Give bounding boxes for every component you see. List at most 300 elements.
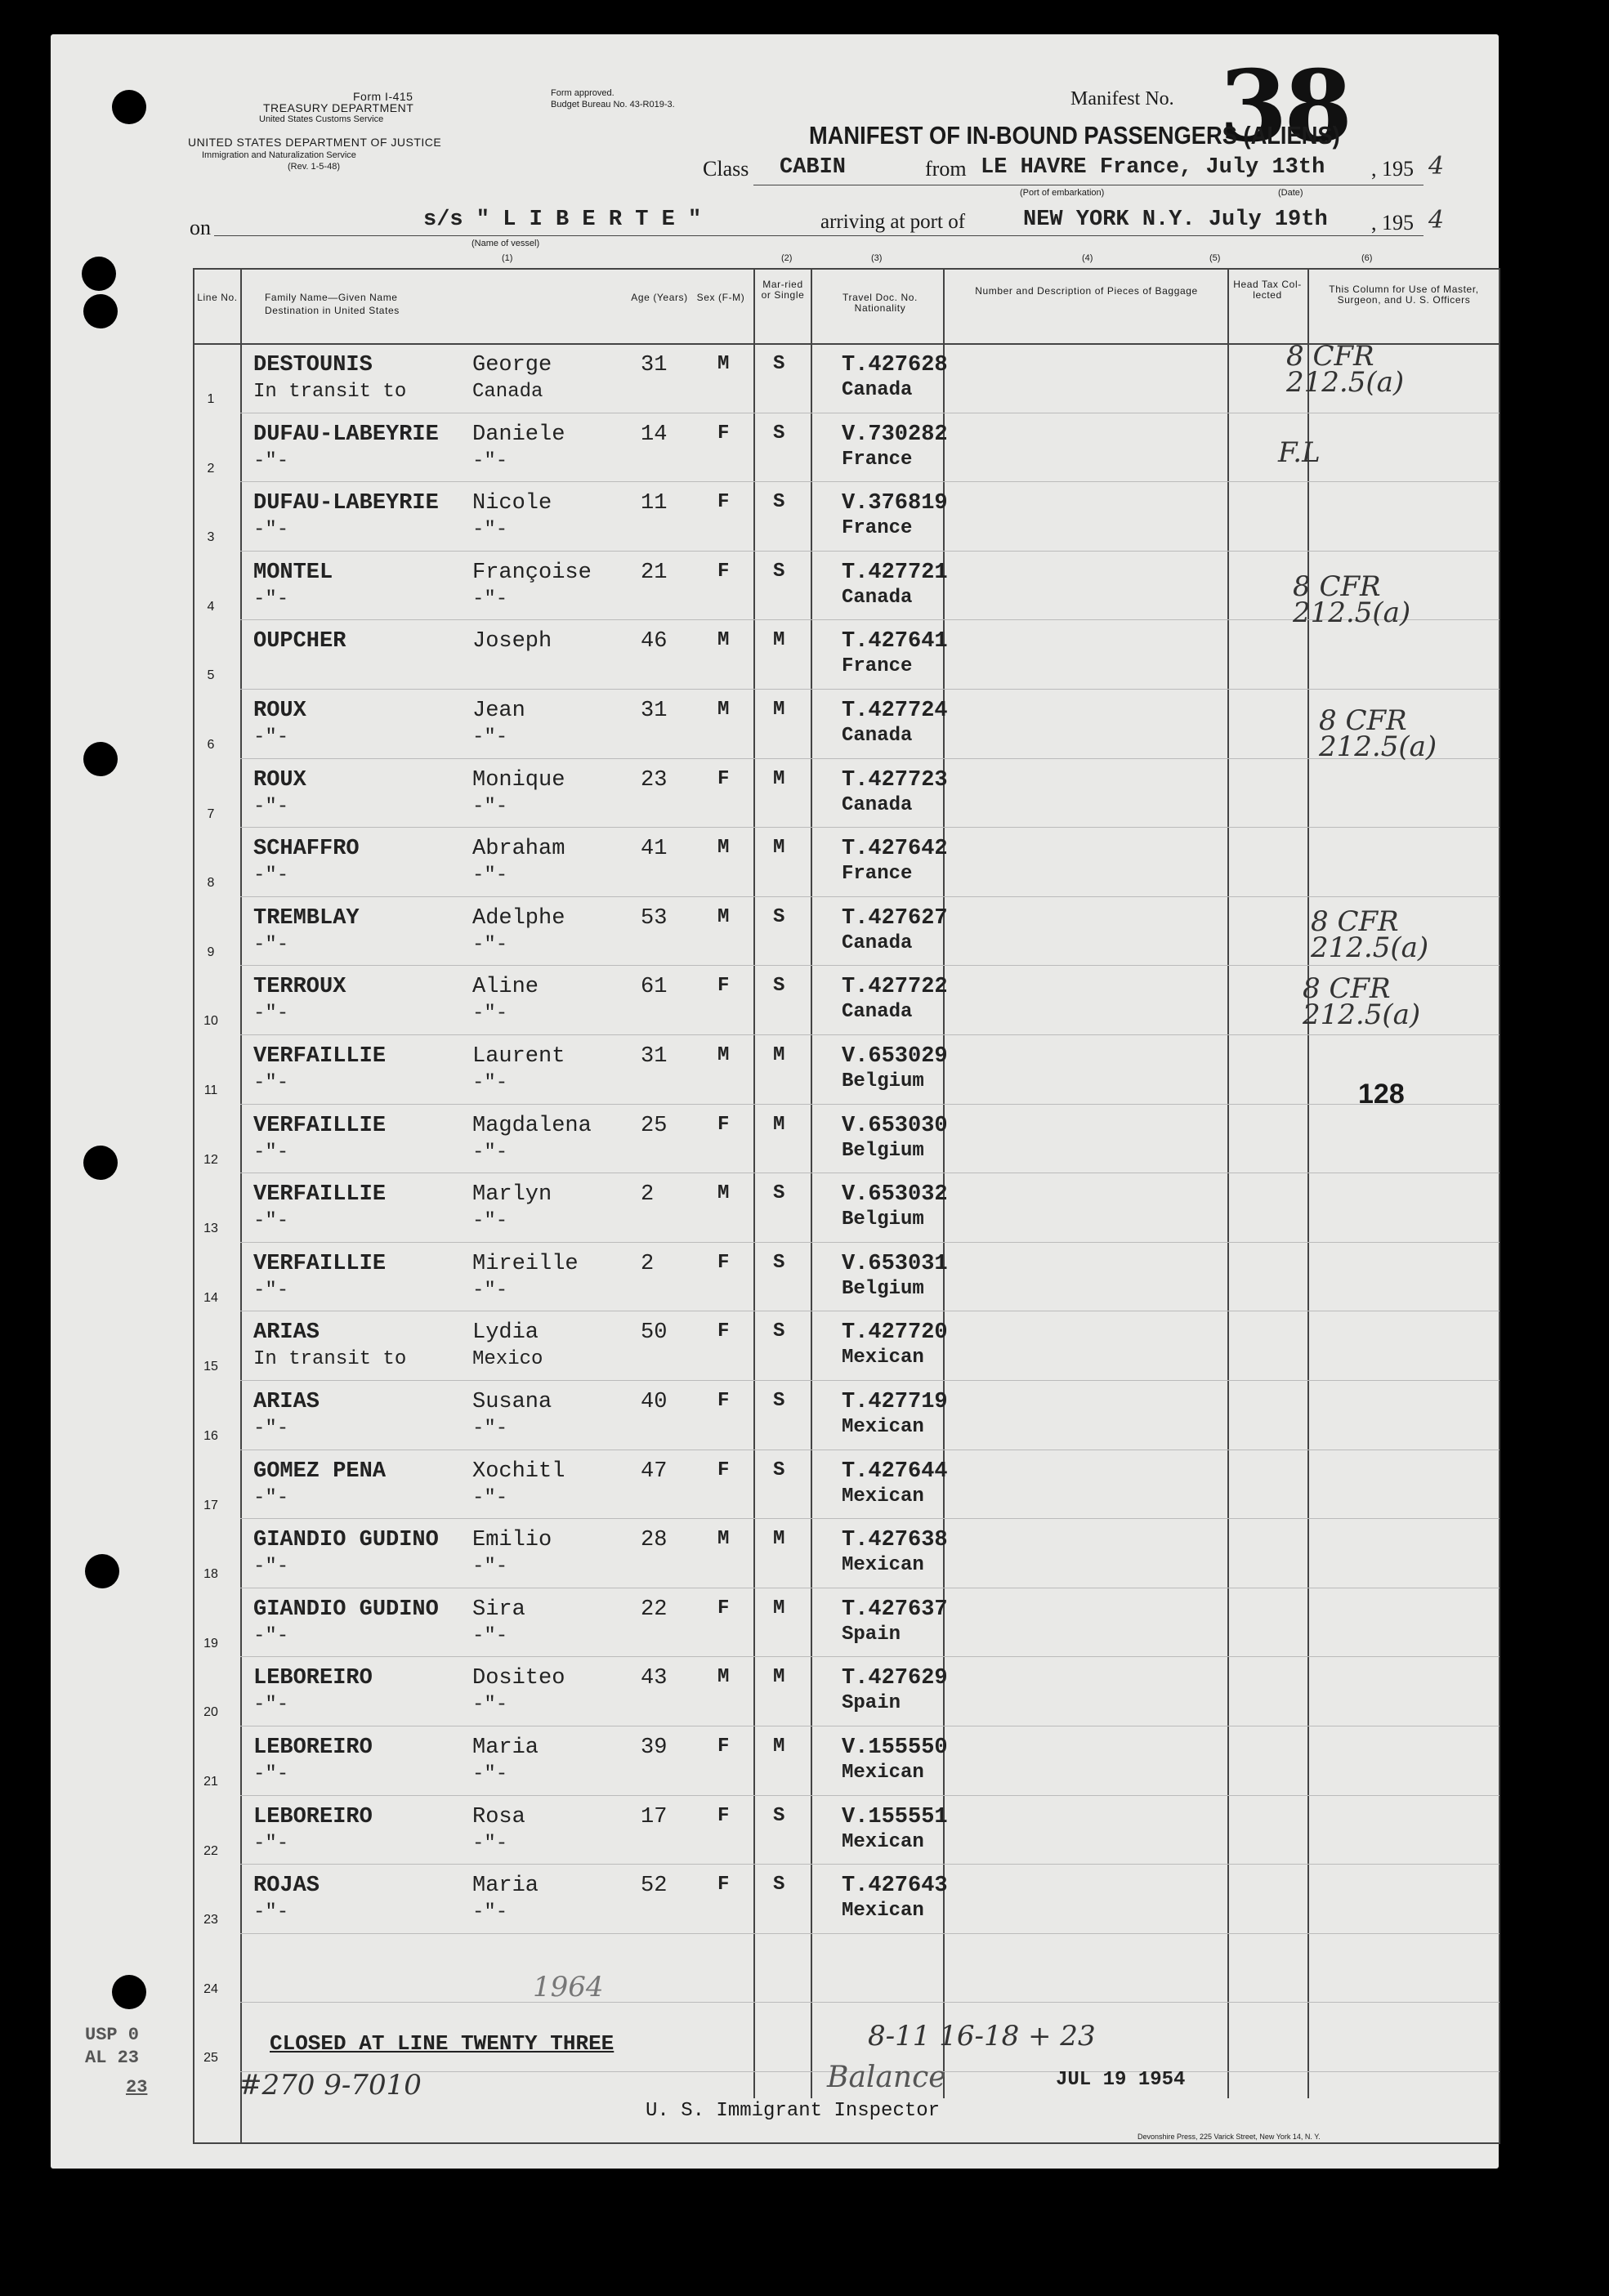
- destination-country: -"-: [472, 449, 508, 472]
- hand-total: 8-11 16-18 + 23: [868, 2020, 1096, 2053]
- customs-service: United States Customs Service: [259, 114, 384, 124]
- destination: -"-: [253, 1832, 289, 1855]
- arriving-port: NEW YORK N.Y. July 19th: [1023, 208, 1328, 232]
- printer-credit: Devonshire Press, 225 Varick Street, New York 14, N. Y.: [1137, 2133, 1321, 2141]
- destination-country: -"-: [472, 1072, 508, 1094]
- marital-status: M: [773, 1735, 785, 1758]
- age: 31: [641, 699, 668, 723]
- left-stamp-3: 23: [126, 2077, 148, 2097]
- nationality: Mexican: [842, 1554, 924, 1577]
- travel-doc-number: T.427720: [842, 1320, 948, 1346]
- annotation-line: 8 CFR: [1319, 704, 1407, 737]
- nationality: Canada: [842, 586, 913, 609]
- annotation-row-2: F.L: [1278, 436, 1321, 469]
- destination-country: -"-: [472, 933, 508, 956]
- age: 40: [641, 1390, 668, 1414]
- col-header-travel-doc: Travel Doc. No. Nationality: [842, 292, 918, 314]
- destination: -"-: [253, 1624, 289, 1647]
- sex: F: [717, 1458, 730, 1481]
- destination-country: -"-: [472, 1624, 508, 1647]
- balance-note: Balance: [827, 2061, 946, 2094]
- given-name: Nicole: [472, 491, 552, 516]
- annotation-line: 8 CFR: [1293, 570, 1381, 603]
- family-name: SCHAFFRO: [253, 837, 360, 862]
- sex: F: [717, 1320, 730, 1343]
- family-name: MONTEL: [253, 560, 333, 585]
- line-number: 24: [203, 1981, 218, 1996]
- marital-status: S: [773, 1804, 785, 1827]
- given-name: Aline: [472, 975, 539, 1000]
- family-name: GOMEZ PENA: [253, 1458, 387, 1484]
- justice-dept: UNITED STATES DEPARTMENT OF JUSTICE: [188, 136, 442, 149]
- row-divider: [240, 551, 1499, 552]
- given-name: Françoise: [472, 560, 592, 585]
- manifest-title: MANIFEST OF IN-BOUND PASSENGERS (ALIENS): [809, 121, 1340, 150]
- col-header-married: Mar-ried or Single: [761, 279, 805, 301]
- destination-country: -"-: [472, 1210, 508, 1233]
- vessel-name: s/s " L I B E R T E ": [423, 208, 702, 232]
- travel-doc-number: T.427724: [842, 699, 948, 723]
- destination-country: -"-: [472, 726, 508, 748]
- class-value: CABIN: [780, 155, 847, 180]
- age: 41: [641, 837, 668, 862]
- manifest-number: 38: [1219, 49, 1349, 164]
- annotation-line: 8 CFR: [1311, 905, 1399, 938]
- given-name: Maria: [472, 1735, 539, 1760]
- sex: F: [717, 767, 730, 790]
- budget-bureau: Budget Bureau No. 43-R019-3.: [551, 100, 675, 109]
- family-name: TERROUX: [253, 975, 346, 1000]
- destination: -"-: [253, 1141, 289, 1164]
- family-name: ARIAS: [253, 1390, 320, 1414]
- travel-doc-number: T.427643: [842, 1874, 948, 1899]
- punch-hole: [112, 90, 146, 124]
- age: 25: [641, 1113, 668, 1138]
- sex: M: [717, 1182, 730, 1205]
- destination-country: -"-: [472, 1763, 508, 1785]
- manifest-label: Manifest No.: [1070, 88, 1174, 109]
- row-divider: [240, 481, 1499, 482]
- punch-hole: [112, 1975, 146, 2009]
- vessel-caption: (Name of vessel): [472, 239, 540, 248]
- year-hand-1: 4: [1428, 152, 1445, 181]
- destination: -"-: [253, 1210, 289, 1233]
- marital-status: M: [773, 629, 785, 652]
- marital-status: M: [773, 699, 785, 721]
- sex: F: [717, 1804, 730, 1827]
- line-number: 17: [203, 1498, 218, 1512]
- col-num-1: (1): [502, 253, 513, 263]
- marital-status: S: [773, 1251, 785, 1274]
- family-name: DESTOUNIS: [253, 353, 373, 377]
- inspector-label: U. S. Immigrant Inspector: [646, 2100, 941, 2122]
- given-name: Lydia: [472, 1320, 539, 1346]
- col-num-5: (5): [1209, 253, 1221, 263]
- family-name: ROUX: [253, 767, 306, 793]
- family-name: GIANDIO GUDINO: [253, 1597, 439, 1622]
- marital-status: M: [773, 1044, 785, 1066]
- travel-doc-number: T.427723: [842, 767, 948, 793]
- col-header-sex: Sex (F-M): [696, 292, 745, 303]
- line-number: 16: [203, 1429, 218, 1443]
- given-name: Sira: [472, 1597, 525, 1622]
- left-stamp-2: AL 23: [85, 2048, 140, 2068]
- given-name: George: [472, 353, 552, 377]
- annotation-line: 212.5(a): [1293, 596, 1411, 629]
- row-divider: [240, 1656, 1499, 1657]
- col-header-line-no: Line No.: [197, 292, 238, 303]
- family-name: LEBOREIRO: [253, 1735, 373, 1760]
- year-hand-2: 4: [1428, 206, 1445, 235]
- annotation-row-6: [1319, 704, 1437, 763]
- row-divider: [240, 827, 1499, 828]
- annotation-line: 8 CFR: [1303, 972, 1391, 1005]
- travel-doc-number: T.427628: [842, 353, 948, 377]
- age: 53: [641, 905, 668, 931]
- class-label: Class: [703, 157, 749, 181]
- sex: F: [717, 1874, 730, 1896]
- given-name: Xochitl: [472, 1458, 565, 1484]
- travel-doc-number: T.427638: [842, 1528, 948, 1553]
- line-number: 6: [207, 738, 215, 752]
- year-label-2: , 195: [1371, 211, 1414, 235]
- destination-country: -"-: [472, 1003, 508, 1025]
- given-name: Daniele: [472, 422, 565, 447]
- travel-doc-number: V.376819: [842, 491, 948, 516]
- family-name: DUFAU-LABEYRIE: [253, 422, 439, 447]
- marital-status: M: [773, 1528, 785, 1551]
- punch-hole: [83, 742, 118, 776]
- age: 17: [641, 1804, 668, 1829]
- nationality: Belgium: [842, 1070, 924, 1092]
- destination: -"-: [253, 1763, 289, 1785]
- destination-country: -"-: [472, 1141, 508, 1164]
- date-caption: (Date): [1278, 188, 1303, 198]
- on-label: on: [190, 216, 211, 239]
- destination-country: Canada: [472, 381, 543, 403]
- row-divider: [240, 2002, 1499, 2003]
- sex: F: [717, 975, 730, 998]
- age: 11: [641, 491, 668, 516]
- travel-doc-number: T.427721: [842, 560, 948, 585]
- given-name: Joseph: [472, 629, 552, 654]
- annotation-line: 212.5(a): [1319, 730, 1437, 763]
- age: 2: [641, 1182, 655, 1208]
- row-divider: [240, 1795, 1499, 1796]
- ins-service: Immigration and Naturalization Service: [202, 150, 356, 160]
- marital-status: S: [773, 1182, 785, 1205]
- annotation-row-10: [1303, 972, 1421, 1031]
- given-name: Emilio: [472, 1528, 552, 1553]
- age: 47: [641, 1458, 668, 1484]
- given-name: Mireille: [472, 1251, 579, 1276]
- destination: -"-: [253, 519, 289, 542]
- revision: (Rev. 1-5-48): [288, 162, 340, 172]
- col-header-name: Family Name—Given Name: [265, 292, 398, 303]
- destination: -"-: [253, 795, 289, 818]
- given-name: Jean: [472, 699, 525, 723]
- col-header-officers: This Column for Use of Master, Surgeon, and U. S. Officers: [1329, 284, 1479, 306]
- travel-doc-number: V.155550: [842, 1735, 948, 1760]
- sex: M: [717, 629, 730, 652]
- date-stamp: JUL 19 1954: [1056, 2069, 1186, 2091]
- destination: -"-: [253, 1279, 289, 1302]
- destination: -"-: [253, 864, 289, 887]
- sex: F: [717, 422, 730, 444]
- sex: F: [717, 1113, 730, 1136]
- annotation-line: 212.5(a): [1311, 931, 1429, 964]
- line-number: 13: [203, 1222, 218, 1236]
- destination-country: -"-: [472, 1279, 508, 1302]
- given-name: Susana: [472, 1390, 552, 1414]
- family-name: VERFAILLIE: [253, 1182, 387, 1208]
- marital-status: S: [773, 491, 785, 514]
- nationality: France: [842, 517, 913, 540]
- col-header-destination: Destination in United States: [265, 305, 400, 316]
- age: 23: [641, 767, 668, 793]
- travel-doc-number: T.427719: [842, 1390, 948, 1414]
- given-name: Monique: [472, 767, 565, 793]
- nationality: Mexican: [842, 1485, 924, 1508]
- destination: -"-: [253, 1556, 289, 1579]
- nationality: Spain: [842, 1692, 901, 1715]
- given-name: Laurent: [472, 1044, 565, 1069]
- row-divider: [240, 965, 1499, 966]
- destination-country: -"-: [472, 1556, 508, 1579]
- travel-doc-number: T.427642: [842, 837, 948, 862]
- line-number: 2: [207, 461, 215, 476]
- travel-doc-number: V.653029: [842, 1044, 948, 1069]
- nationality: Mexican: [842, 1416, 924, 1438]
- age: 39: [641, 1735, 668, 1760]
- left-stamp-1: USP 0: [85, 2025, 140, 2045]
- sex: F: [717, 1735, 730, 1758]
- row-divider: [240, 1518, 1499, 1519]
- punch-hole: [83, 1146, 118, 1180]
- nationality: Canada: [842, 793, 913, 816]
- destination: -"-: [253, 1694, 289, 1717]
- travel-doc-number: V.653032: [842, 1182, 948, 1208]
- punch-hole: [83, 294, 118, 328]
- sex: M: [717, 905, 730, 928]
- family-name: VERFAILLIE: [253, 1113, 387, 1138]
- sex: F: [717, 491, 730, 514]
- sex: M: [717, 699, 730, 721]
- hand-top-number: 1964: [533, 1971, 604, 2003]
- travel-doc-number: T.427637: [842, 1597, 948, 1622]
- family-name: VERFAILLIE: [253, 1251, 387, 1276]
- line-number: 4: [207, 599, 215, 614]
- destination: In transit to: [253, 381, 407, 403]
- arriving-label: arriving at port of: [820, 211, 966, 233]
- line-number: 10: [203, 1014, 218, 1029]
- sex: M: [717, 1528, 730, 1551]
- form-number: Form I-415: [353, 90, 413, 103]
- nationality: France: [842, 863, 913, 886]
- marital-status: S: [773, 905, 785, 928]
- marital-status: S: [773, 353, 785, 375]
- destination-country: -"-: [472, 864, 508, 887]
- nationality: Spain: [842, 1623, 901, 1646]
- destination-country: -"-: [472, 587, 508, 610]
- line-number: 3: [207, 530, 215, 545]
- family-name: VERFAILLIE: [253, 1044, 387, 1069]
- year-label-1: , 195: [1371, 157, 1414, 181]
- marital-status: S: [773, 1874, 785, 1896]
- row-divider: [240, 1864, 1499, 1865]
- age: 50: [641, 1320, 668, 1346]
- destination-country: -"-: [472, 1418, 508, 1440]
- line-number: 19: [203, 1636, 218, 1651]
- destination-country: -"-: [472, 519, 508, 542]
- sex: M: [717, 1666, 730, 1689]
- marital-status: M: [773, 1666, 785, 1689]
- nationality: Canada: [842, 379, 913, 401]
- col-num-6: (6): [1361, 253, 1373, 263]
- form-approved: Form approved.: [551, 88, 615, 98]
- age: 31: [641, 353, 668, 377]
- row-divider: [240, 1104, 1499, 1105]
- travel-doc-number: V.155551: [842, 1804, 948, 1829]
- port-caption: (Port of embarkation): [1020, 188, 1105, 198]
- travel-doc-number: T.427629: [842, 1666, 948, 1691]
- age: 2: [641, 1251, 655, 1276]
- nationality: Canada: [842, 931, 913, 954]
- travel-doc-number: T.427641: [842, 629, 948, 654]
- sex: F: [717, 1390, 730, 1412]
- destination-country: -"-: [472, 1901, 508, 1924]
- line-number: 11: [203, 1083, 218, 1097]
- age: 61: [641, 975, 668, 1000]
- line-number: 20: [203, 1705, 218, 1720]
- annotation-row-9: [1311, 905, 1429, 964]
- marital-status: S: [773, 1458, 785, 1481]
- destination-country: -"-: [472, 1832, 508, 1855]
- sex: F: [717, 1251, 730, 1274]
- sex: M: [717, 837, 730, 860]
- family-name: TREMBLAY: [253, 905, 360, 931]
- row-divider: [240, 1242, 1499, 1243]
- travel-doc-number: V.653031: [842, 1251, 948, 1276]
- destination: -"-: [253, 726, 289, 748]
- nationality: France: [842, 448, 913, 471]
- family-name: LEBOREIRO: [253, 1804, 373, 1829]
- destination: -"-: [253, 587, 289, 610]
- row-divider: [240, 689, 1499, 690]
- from-value: LE HAVRE France, July 13th: [981, 155, 1325, 180]
- marital-status: M: [773, 1597, 785, 1619]
- treasury-dept: TREASURY DEPARTMENT: [263, 101, 414, 114]
- family-name: DUFAU-LABEYRIE: [253, 491, 439, 516]
- family-name: LEBOREIRO: [253, 1666, 373, 1691]
- nationality: Canada: [842, 1001, 913, 1024]
- family-name: ROJAS: [253, 1874, 320, 1899]
- nationality: Mexican: [842, 1347, 924, 1369]
- age: 22: [641, 1597, 668, 1622]
- line-number: 15: [203, 1360, 218, 1374]
- destination: -"-: [253, 1418, 289, 1440]
- travel-doc-number: T.427644: [842, 1458, 948, 1484]
- annotation-row-11: 128: [1358, 1079, 1405, 1110]
- family-name: GIANDIO GUDINO: [253, 1528, 439, 1553]
- travel-doc-number: T.427722: [842, 975, 948, 1000]
- family-name: ROUX: [253, 699, 306, 723]
- annotation-line: 212.5(a): [1286, 366, 1405, 399]
- age: 14: [641, 422, 668, 447]
- destination: -"-: [253, 933, 289, 956]
- nationality: Mexican: [842, 1900, 924, 1923]
- destination-country: -"-: [472, 1486, 508, 1509]
- line-number: 8: [207, 876, 215, 891]
- annotation-line: 212.5(a): [1303, 998, 1421, 1031]
- given-name: Magdalena: [472, 1113, 592, 1138]
- sex: F: [717, 560, 730, 583]
- line-number: 14: [203, 1290, 218, 1305]
- col-header-age: Age (Years): [631, 292, 688, 303]
- row-divider: [240, 1933, 1499, 1934]
- col-header-head-tax: Head Tax Col-lected: [1233, 279, 1302, 301]
- line-number: 1: [207, 392, 215, 406]
- row-divider: [240, 1380, 1499, 1381]
- age: 43: [641, 1666, 668, 1691]
- destination-country: -"-: [472, 1694, 508, 1717]
- marital-status: M: [773, 1113, 785, 1136]
- given-name: Rosa: [472, 1804, 525, 1829]
- nationality: Mexican: [842, 1762, 924, 1784]
- line-number: 21: [203, 1775, 218, 1789]
- age: 31: [641, 1044, 668, 1069]
- nationality: Mexican: [842, 1830, 924, 1853]
- marital-status: S: [773, 1390, 785, 1412]
- hand-numbers: #270 9-7010: [239, 2069, 422, 2102]
- destination-country: Mexico: [472, 1348, 543, 1371]
- travel-doc-number: V.730282: [842, 422, 948, 447]
- sex: M: [717, 353, 730, 375]
- line-number: 23: [203, 1913, 218, 1927]
- age: 21: [641, 560, 668, 585]
- col-num-4: (4): [1082, 253, 1093, 263]
- destination-country: -"-: [472, 795, 508, 818]
- marital-status: S: [773, 560, 785, 583]
- punch-hole: [82, 257, 116, 291]
- annotation-row-4: [1293, 570, 1411, 629]
- col-header-baggage: Number and Description of Pieces of Baggage: [975, 285, 1198, 297]
- annotation-line: 8 CFR: [1286, 340, 1374, 373]
- age: 28: [641, 1528, 668, 1553]
- marital-status: M: [773, 837, 785, 860]
- annotation-row-1: [1286, 340, 1405, 399]
- given-name: Dositeo: [472, 1666, 565, 1691]
- col-num-3: (3): [871, 253, 883, 263]
- nationality: Belgium: [842, 1139, 924, 1162]
- manifest-page: [51, 34, 1499, 2169]
- line-number: 9: [207, 945, 215, 959]
- sex: F: [717, 1597, 730, 1619]
- marital-status: S: [773, 1320, 785, 1343]
- destination: -"-: [253, 1072, 289, 1094]
- nationality: Belgium: [842, 1208, 924, 1231]
- line-number: 22: [203, 1843, 218, 1858]
- given-name: Maria: [472, 1874, 539, 1899]
- nationality: Belgium: [842, 1277, 924, 1300]
- marital-status: S: [773, 422, 785, 444]
- row-divider: [240, 758, 1499, 759]
- line-number: 7: [207, 806, 215, 821]
- age: 52: [641, 1874, 668, 1899]
- sex: M: [717, 1044, 730, 1066]
- row-divider: [240, 896, 1499, 897]
- closed-at-line: CLOSED AT LINE TWENTY THREE: [270, 2031, 615, 2056]
